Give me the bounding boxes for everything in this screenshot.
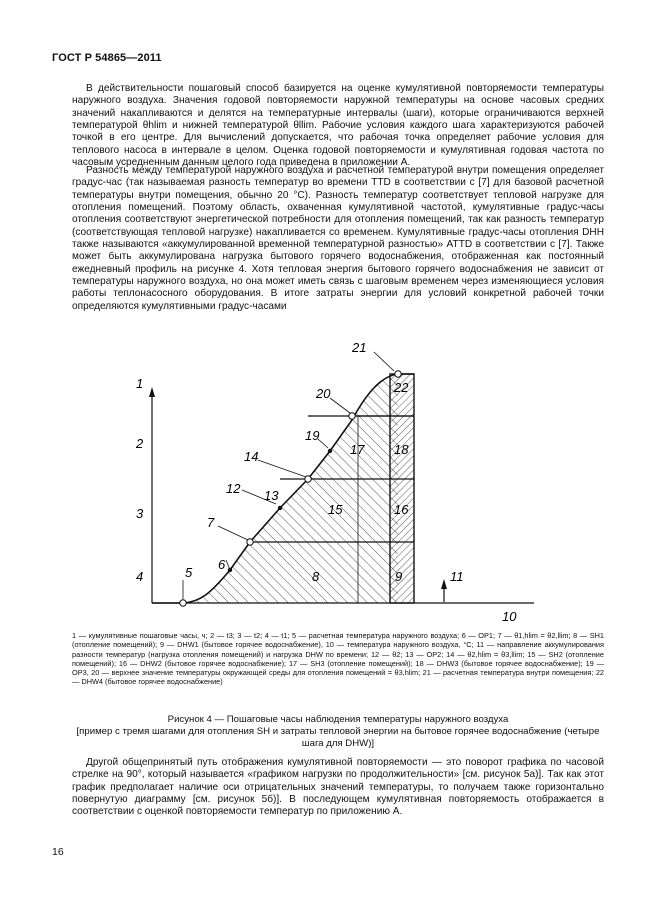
label-22: 22 <box>394 380 409 395</box>
label-19: 19 <box>305 428 320 443</box>
paragraph-1 <box>72 83 604 169</box>
label-1: 1 <box>136 376 144 391</box>
paragraph-1-text: В действительности пошаговый способ базируется на оценке кумулятивной повторяемости температуры наружного воздуха. Значения годовой повторяемости наружной температуры на основе часовых средних значений накапливаются и делятся на температурные интервалы (шаги), которые ограничиваются верхней температурой θhlim и нижней температурой θllim. Рабочие условия каждого шага характеризуются рабочей точкой в его центре. Для вычислений допускается, что рабочая точка определяет рабочие условия для теплового насоса в интервале в целом. Оценка годовой повторяемости и кумулятивная годовая частота по часовым усредненным данным целого года приведена в приложении А. <box>72 83 604 169</box>
paragraph-2-text: Разность между температурой наружного воздуха и расчетной температурой внутри помещения определяет градус-час (так называемая разность температур во времени TTD в соответствии с [7] для базовой расчетной температуры внутри помещения, обычно 20 °С). Разность температур соответствует тепловой нагрузке для отопления помещений. Поэтому область, охваченная кумулятивной частотой, кумулятивные градус-часы отопления соответствуют энергетической потребности для отопления помещений, так как разность температур (соответствующая тепловой нагрузке) накапливается со временем. Кумулятивные градус-часы отопления DHH также называются «аккумулированной временной температурной разностью» ATTD в соответствии с [7]. Также может быть аккумулирована нагрузка бытового горячего водоснабжения, отображенная как постоянный ежедневный профиль на рисунке 4. Хотя тепловая энергия бытового горячего водоснабжения не зависит от температуры наружного воздуха, но она может иметь связь с шаговым временем через изменяющиеся условия работы теплонасосного оборудования. В итоге затраты энергии для условий конкретной рабочей точки определяются кумулятивными градус-часами <box>72 165 604 312</box>
label-4: 4 <box>136 569 144 584</box>
label-12: 12 <box>226 481 241 496</box>
page-number: 16 <box>52 846 64 858</box>
point-op3 <box>328 449 332 453</box>
label-9: 9 <box>395 569 403 584</box>
figure-legend: 1 — кумулятивные пошаговые часы, ч; 2 — t3; 3 — t2; 4 — t1; 5 — расчетная температура наружного воздуха; 6 — OP1; 7 — θ1,hlim = θ2,llim; 8 — SH1 (отопление помещений); 9 — DHW1 (бытовое горячее водоснабжение), 10 — температура наружного воздуха, °С; 11 — направление аккумулирования разности температур (нагрузка отопления помещений) и нагрузка DHW по времени; 12 — θ2; 13 — OP2; 14 — θ2,hlim = θ3,llim; 15 — SH2 (отопление помещений); 16 — DHW2 (бытовое горячее водоснабжение); 17 — SH3 (отопление помещений); 18 — DHW3 (бытовое горячее водоснабжение); 19 — OP3, 20 — верхнее значение температуры окружающей среды для отопления помещений = θ3,hlim; 21 — расчетная температура внутри помещения; 22 — DHW4 (бытовое горячее водоснабжение) <box>72 631 604 687</box>
label-7: 7 <box>207 515 215 530</box>
label-5: 5 <box>185 565 193 580</box>
caption-line-1: Рисунок 4 — Пошаговые часы наблюдения температуры наружного воздуха <box>167 714 509 725</box>
label-20: 20 <box>316 386 331 401</box>
label-3: 3 <box>136 506 144 521</box>
label-14: 14 <box>244 449 259 464</box>
point-theta3 <box>349 413 355 419</box>
label-6: 6 <box>218 557 226 572</box>
paragraph-2 <box>72 165 604 313</box>
label-13: 13 <box>264 488 279 503</box>
label-2: 2 <box>136 436 144 451</box>
point-design-temperature <box>180 600 186 606</box>
document-header: ГОСТ Р 54865—2011 <box>52 52 162 64</box>
label-11: 11 <box>450 569 464 584</box>
label-15: 15 <box>328 502 343 517</box>
paragraph-3 <box>72 757 604 819</box>
label-18: 18 <box>394 442 409 457</box>
label-8: 8 <box>312 569 320 584</box>
figure-4-diagram <box>130 336 550 628</box>
label-16: 16 <box>394 502 409 517</box>
caption-line-2: [пример с тремя шагами для отопления SH и затраты тепловой энергии на бытовое горячее водоснабжение (четыре шага для DHW)] <box>76 726 600 750</box>
heating-area <box>183 374 398 603</box>
label-17: 17 <box>350 442 365 457</box>
figure-caption <box>72 714 604 751</box>
label-21: 21 <box>352 340 367 355</box>
paragraph-3-text: Другой общепринятый путь отображения кумулятивной повторяемости — это поворот графика по часовой стрелке на 90°, который называется «графиком нагрузки по продолжительности» [см. рисунок 5а)]. Так как этот график предполагает наличие оси отрицательных значений температуры, то получаем также горизонтально повернутую диаграмму [см. рисунок 5б)]. В последующем кумулятивная повторяемость отображается в соответствии с оценкой повторяемости температур по приложению А. <box>72 757 604 818</box>
point-op2 <box>278 506 282 510</box>
label-10: 10 <box>502 609 517 624</box>
point-indoor <box>395 371 401 377</box>
